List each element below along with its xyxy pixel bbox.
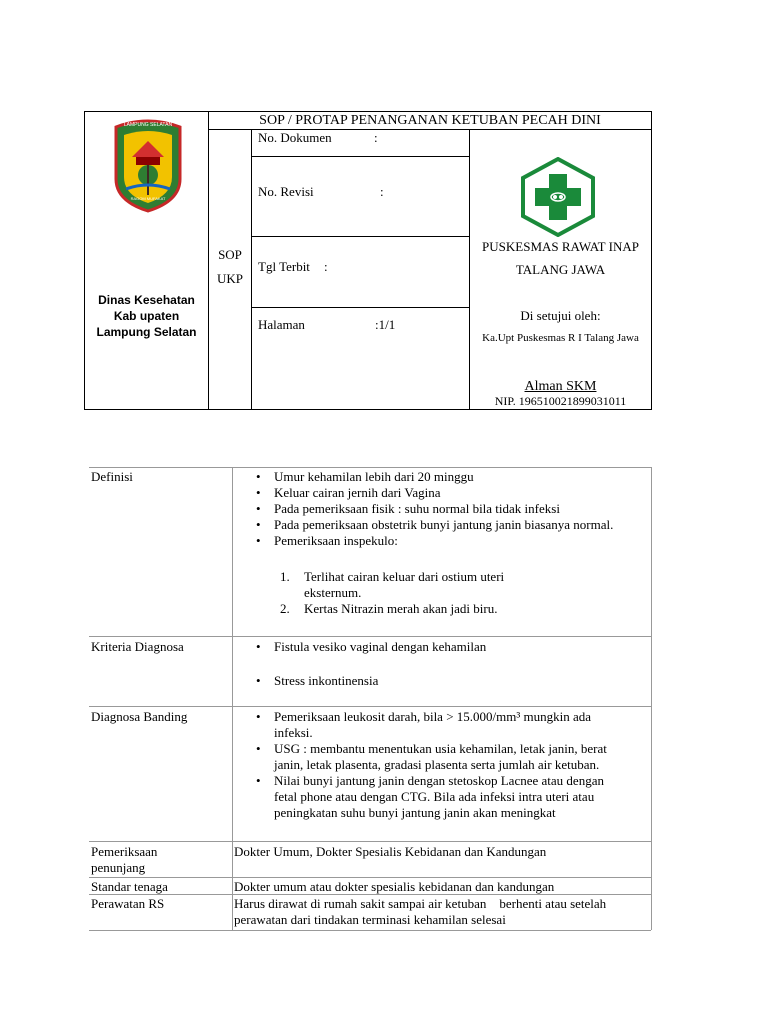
list-item [280, 569, 650, 601]
field-sep: : [380, 184, 384, 199]
item-line: infeksi. [274, 725, 313, 740]
content-line: Harus dirawat di rumah sakit sampai air ketuban berhenti atau setelah [234, 896, 607, 911]
list-item: • Keluar cairan jernih dari Vagina [250, 485, 650, 501]
org-name [85, 292, 208, 340]
row-label-definisi: Definisi [91, 469, 133, 484]
content-line: perawatan dari tindakan terminasi kehamilan selesai [234, 912, 506, 927]
puskesmas-line: TALANG JAWA [515, 262, 606, 277]
list-item: • Pemeriksaan inspekulo: [250, 533, 650, 549]
document-title: SOP / PROTAP PENANGANAN KETUBAN PECAH DINI [259, 113, 601, 128]
list-item [250, 741, 650, 773]
kriteria-content [250, 639, 650, 689]
org-line: Kab upaten [113, 309, 180, 323]
row-label-banding: Diagnosa Banding [91, 709, 188, 724]
item-line: • Pemeriksaan leukosit darah, bila > 15.000/mm³ mungkin ada [274, 709, 592, 724]
list-item: • Umur kehamilan lebih dari 20 minggu [250, 469, 650, 485]
item-number: 1. [280, 569, 290, 584]
approved-by: Di setujui oleh: [520, 308, 601, 323]
list-item [280, 601, 650, 617]
label-line: penunjang [91, 860, 146, 875]
field-halaman: Halaman [258, 317, 305, 332]
svg-text:RAGOM MUFAKAT: RAGOM MUFAKAT [130, 196, 166, 201]
list-item: • Fistula vesiko vaginal dengan kehamilan [250, 639, 650, 655]
field-halaman-value: :1/1 [375, 317, 396, 332]
svg-text:LAMPUNG SELATAN: LAMPUNG SELATAN [123, 122, 173, 128]
field-sep: : [374, 130, 378, 145]
row-label-perawatan: Perawatan RS [91, 896, 165, 911]
definisi-content [250, 469, 650, 617]
lampung-selatan-logo [110, 117, 186, 213]
item-line: peningkatan suhu bunyi jantung janin akan meningkat [274, 805, 556, 820]
list-item: • Pada pemeriksaan fisik : suhu normal bila tidak infeksi [250, 501, 650, 517]
field-no-dokumen [258, 130, 332, 146]
field-sep: : [324, 259, 328, 274]
item-line: • USG : membantu menentukan usia kehamilan, letak janin, berat [274, 741, 607, 756]
puskesmas-line: PUSKESMAS RAWAT INAP [482, 239, 639, 254]
approver-title: Ka.Upt Puskesmas R I Talang Jawa [482, 332, 639, 344]
item-line: fetal phone atau dengan CTG. Bila ada infeksi intra uteri atau [274, 789, 595, 804]
field-label: No. Dokumen [258, 130, 332, 145]
field-tgl-terbit: Tgl Terbit [258, 259, 310, 274]
item-line: Kertas Nitrazin merah akan jadi biru. [304, 601, 498, 616]
org-line: Lampung Selatan [96, 325, 197, 339]
row-label-kriteria: Kriteria Diagnosa [91, 639, 184, 654]
field-no-revisi: No. Revisi [258, 184, 314, 199]
penunjang-content: Dokter Umum, Dokter Spesialis Kebidanan dan Kandungan [234, 844, 547, 859]
list-item: • Stress inkontinensia [250, 673, 650, 689]
list-item [250, 709, 650, 741]
puskesmas-logo [520, 157, 596, 237]
sop-line: UKP [216, 271, 243, 286]
sop-line: SOP [218, 247, 242, 262]
puskesmas-name [470, 235, 651, 281]
item-line: janin, letak plasenta, gradasi plasenta serta jumlah air ketuban. [274, 757, 600, 772]
row-label-penunjang [91, 844, 157, 876]
list-item [250, 773, 650, 821]
item-number: 2. [280, 601, 290, 616]
row-label-standar: Standar tenaga [91, 879, 168, 894]
signer-name: Alman SKM [524, 379, 597, 394]
item-line: • Nilai bunyi jantung janin dengan stetoskop Lacnee atau dengan [274, 773, 604, 788]
org-line: Dinas Kesehatan [98, 293, 195, 307]
perawatan-content [234, 896, 650, 928]
list-item: • Pada pemeriksaan obstetrik bunyi jantung janin biasanya normal. [250, 517, 650, 533]
item-line: eksternum. [304, 585, 362, 600]
item-line: Terlihat cairan keluar dari ostium uteri [304, 569, 505, 584]
banding-content [250, 709, 650, 821]
standar-content: Dokter umum atau dokter spesialis kebidanan dan kandungan [234, 879, 555, 894]
label-line: Pemeriksaan [91, 844, 158, 859]
sop-ukp-label [209, 243, 251, 291]
signer-nip: NIP. 196510021899031011 [494, 394, 627, 408]
